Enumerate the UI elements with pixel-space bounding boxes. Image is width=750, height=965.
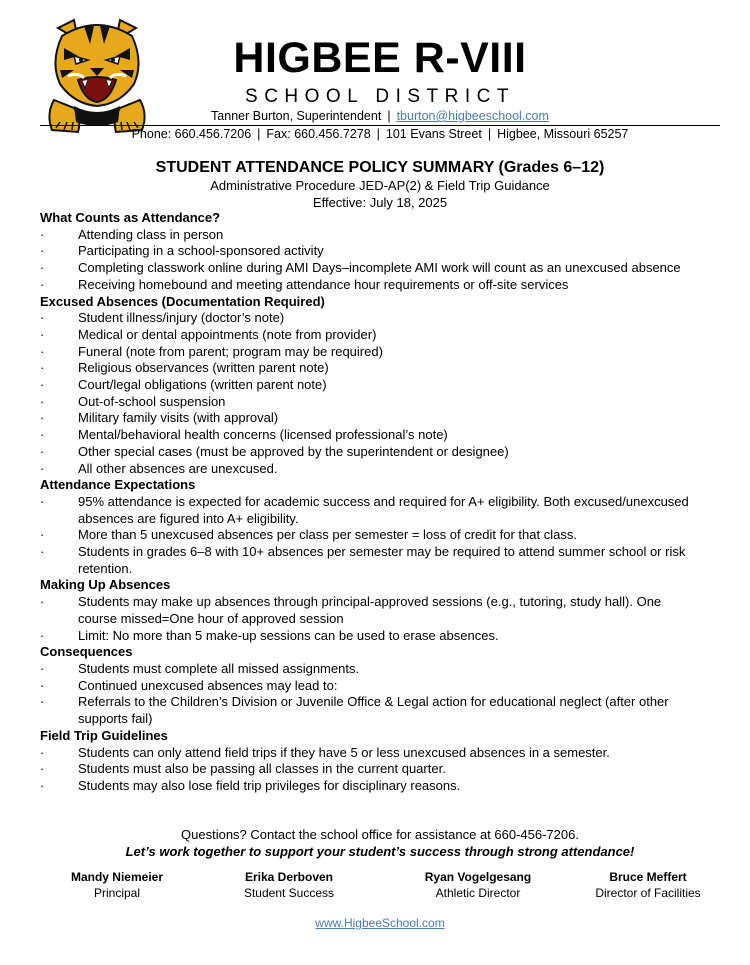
- questions-line: Questions? Contact the school office for assistance at 660-456-7206.: [181, 827, 579, 842]
- staff-student-success: [204, 870, 374, 901]
- staff-name: Ryan Vogelgesang: [424, 870, 532, 884]
- city: Higbee, Missouri 65257: [497, 127, 629, 141]
- contact-line: [0, 127, 750, 142]
- superintendent-name: Tanner Burton, Superintendent: [211, 109, 382, 123]
- section-makeup: [40, 577, 700, 644]
- list-item: · Medical or dental appointments (note from provider): [40, 327, 700, 344]
- list-item: · Students in grades 6–8 with 10+ absences per semester may be required to attend summer school or risk retention.: [40, 544, 700, 577]
- school-name: HIGBEE R-VIII: [233, 34, 527, 82]
- list-item: · Referrals to the Children’s Division or Juvenile Office & Legal action for educational neglect (after other supports fail): [40, 694, 700, 727]
- address: 101 Evans Street: [385, 127, 482, 141]
- list-item: · Continued unexcused absences may lead to:: [40, 678, 700, 695]
- staff-name: Mandy Niemeier: [70, 870, 164, 884]
- list-item: · Student illness/injury (doctor’s note): [40, 310, 700, 327]
- slogan: Let’s work together to support your student’s success through strong attendance!: [125, 844, 635, 859]
- list-item: · Attending class in person: [40, 227, 700, 244]
- staff-role: Athletic Director: [435, 885, 521, 900]
- section-excused: [40, 294, 700, 478]
- list-item: · Religious observances (written parent note): [40, 360, 700, 377]
- list-item: · Completing classwork online during AMI Days–incomplete AMI work will count as an unexcused absence: [40, 260, 700, 277]
- divider: |: [387, 109, 391, 123]
- list-item: · Students may make up absences through principal-approved sessions (e.g., tutoring, study hall). One course missed=One hour of approved session: [40, 594, 700, 627]
- section-heading: Making Up Absences: [40, 577, 171, 593]
- staff-principal: [32, 870, 202, 901]
- fax: Fax: 660.456.7278: [266, 127, 371, 141]
- divider: |: [257, 127, 261, 141]
- list-item: · Students must also be passing all classes in the current quarter.: [40, 761, 700, 778]
- staff-name: Erika Derboven: [244, 870, 334, 884]
- phone: Phone: 660.456.7206: [131, 127, 252, 141]
- email-link[interactable]: tburton@higbeeschool.com: [396, 109, 549, 123]
- staff-role: Principal: [93, 885, 141, 900]
- staff-name: Bruce Meffert: [609, 870, 687, 884]
- list-item: · All other absences are unexcused.: [40, 461, 700, 478]
- effective-date: Effective: July 18, 2025: [312, 195, 448, 210]
- section-heading: What Counts as Attendance?: [40, 210, 221, 225]
- document-title: STUDENT ATTENDANCE POLICY SUMMARY (Grades 6–12): [155, 159, 605, 176]
- section-heading: Consequences: [40, 644, 133, 660]
- website-line: [0, 916, 750, 931]
- section-consequences: [40, 644, 700, 728]
- section-expectations: [40, 477, 700, 577]
- policy-body: [40, 210, 700, 795]
- document-subtitle: Administrative Procedure JED-AP(2) & Field Trip Guidance: [210, 178, 550, 193]
- staff-role: Student Success: [243, 885, 335, 900]
- list-item: · Students can only attend field trips if they have 5 or less unexcused absences in a semester.: [40, 745, 700, 762]
- divider: |: [376, 127, 380, 141]
- list-item: · Students must complete all missed assignments.: [40, 661, 700, 678]
- website-link[interactable]: www.HigbeeSchool.com: [315, 916, 445, 930]
- list-item: · Out-of-school suspension: [40, 394, 700, 411]
- section-field-trips: [40, 728, 700, 795]
- header-rule: [40, 125, 720, 126]
- list-item: · Students may also lose field trip privileges for disciplinary reasons.: [40, 778, 700, 795]
- section-heading: Field Trip Guidelines: [40, 727, 168, 743]
- section-attendance: [40, 210, 700, 294]
- list-item: · Funeral (note from parent; program may be required): [40, 344, 700, 361]
- list-item: · Limit: No more than 5 make-up sessions can be used to erase absences.: [40, 628, 700, 645]
- divider: |: [487, 127, 492, 141]
- staff-role: Director of Facilities: [595, 885, 701, 900]
- list-item: · Mental/behavioral health concerns (licensed professional’s note): [40, 427, 700, 444]
- superintendent-line: [0, 109, 750, 124]
- list-item: · Military family visits (with approval): [40, 410, 700, 427]
- staff-facilities: [563, 870, 733, 901]
- list-item: · 95% attendance is expected for academic success and required for A+ eligibility. Both excused/unexcused absences are figured into A+ eligibility.: [40, 494, 700, 527]
- list-item: · Participating in a school-sponsored activity: [40, 243, 700, 260]
- district-name: SCHOOL DISTRICT: [245, 86, 515, 107]
- list-item: · Other special cases (must be approved by the superintendent or designee): [40, 444, 700, 461]
- list-item: · Court/legal obligations (written parent note): [40, 377, 700, 394]
- list-item: · Receiving homebound and meeting attendance hour requirements or off-site services: [40, 277, 700, 294]
- section-heading: Excused Absences (Documentation Required): [40, 293, 325, 309]
- list-item: · More than 5 unexcused absences per class per semester = loss of credit for that class.: [40, 527, 700, 544]
- staff-athletic-director: [393, 870, 563, 901]
- section-heading: Attendance Expectations: [40, 477, 196, 493]
